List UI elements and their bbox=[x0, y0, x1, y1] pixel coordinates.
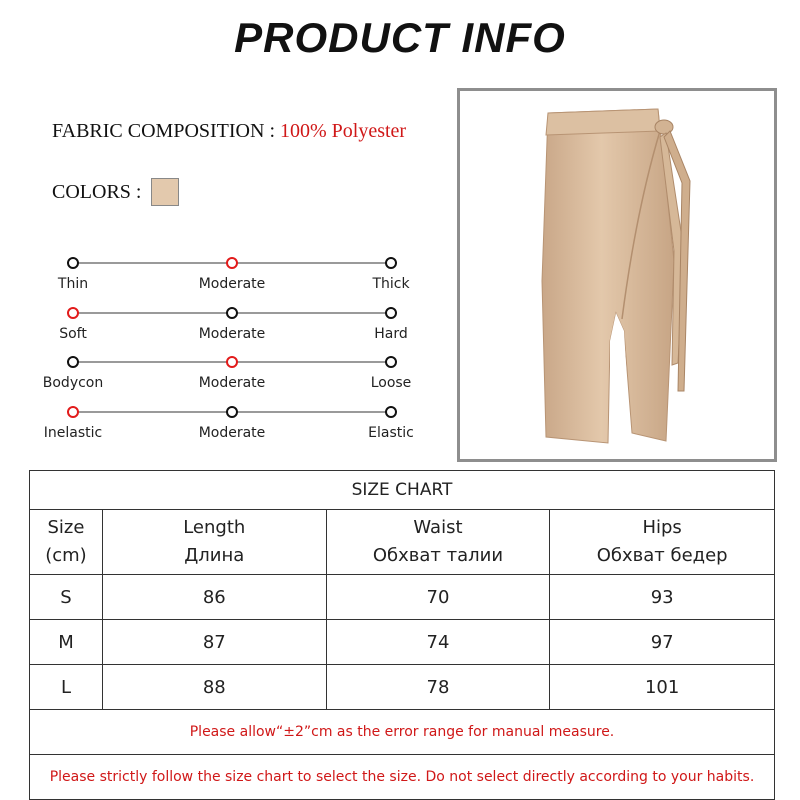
page-title: PRODUCT INFO bbox=[234, 14, 566, 61]
color-swatch[interactable] bbox=[151, 178, 179, 206]
header-line: Длина bbox=[184, 545, 245, 566]
scale-dot bbox=[67, 406, 79, 418]
scale-dot bbox=[385, 257, 397, 269]
table-cell: 87 bbox=[102, 620, 326, 665]
scale-label: Moderate bbox=[198, 425, 266, 441]
table-cell: 74 bbox=[326, 620, 550, 665]
header-waist bbox=[326, 510, 550, 575]
scale-label: Elastic bbox=[368, 425, 414, 441]
header-line: Length bbox=[183, 517, 246, 538]
scale-dot bbox=[226, 307, 238, 319]
table-cell: S bbox=[30, 575, 103, 620]
table-cell: 93 bbox=[550, 575, 775, 620]
size-chart-table bbox=[29, 470, 775, 800]
header-line: (cm) bbox=[45, 545, 87, 566]
size-chart-title: SIZE CHART bbox=[30, 471, 775, 510]
scale-elasticity bbox=[30, 403, 420, 443]
header-length bbox=[102, 510, 326, 575]
table-cell: 78 bbox=[326, 665, 550, 710]
table-row bbox=[30, 620, 775, 665]
scale-dot bbox=[67, 307, 79, 319]
table-row bbox=[30, 575, 775, 620]
scale-label: Thick bbox=[372, 276, 410, 292]
table-cell: 101 bbox=[550, 665, 775, 710]
scale-dot bbox=[67, 257, 79, 269]
header-size bbox=[30, 510, 103, 575]
scale-label: Hard bbox=[374, 326, 408, 342]
scale-dot bbox=[385, 356, 397, 368]
table-cell: M bbox=[30, 620, 103, 665]
fabric-value: 100% Polyester bbox=[280, 120, 407, 142]
scale-dot bbox=[385, 406, 397, 418]
header-line: Size bbox=[47, 517, 85, 538]
scale-dot bbox=[226, 257, 238, 269]
measure-note: Please allow“±2”cm as the error range for manual measure. bbox=[30, 710, 775, 755]
table-cell: 97 bbox=[550, 620, 775, 665]
scale-dot bbox=[67, 356, 79, 368]
header-hips bbox=[550, 510, 775, 575]
scale-thickness bbox=[30, 254, 420, 294]
scale-dot bbox=[385, 307, 397, 319]
scale-label: Soft bbox=[59, 326, 87, 342]
scale-label: Moderate bbox=[198, 326, 266, 342]
scale-fit bbox=[30, 353, 420, 393]
skirt-illustration bbox=[460, 91, 774, 459]
table-row bbox=[30, 665, 775, 710]
fabric-composition bbox=[52, 120, 406, 143]
colors-row bbox=[52, 178, 179, 206]
product-photo bbox=[457, 88, 777, 462]
scale-dot bbox=[226, 356, 238, 368]
scale-label: Moderate bbox=[198, 375, 266, 391]
scale-label: Inelastic bbox=[43, 425, 103, 441]
scale-label: Bodycon bbox=[42, 375, 104, 391]
fabric-label: FABRIC COMPOSITION : bbox=[52, 120, 280, 142]
header-line: Обхват талии bbox=[372, 545, 504, 566]
colors-label: COLORS : bbox=[52, 180, 142, 203]
header-line: Waist bbox=[413, 517, 463, 538]
table-cell: L bbox=[30, 665, 103, 710]
header-line: Hips bbox=[642, 517, 682, 538]
scale-dot bbox=[226, 406, 238, 418]
size-advice-note: Please strictly follow the size chart to select the size. Do not select directly according to your habits. bbox=[30, 755, 775, 800]
scale-label: Loose bbox=[370, 375, 412, 391]
table-cell: 88 bbox=[102, 665, 326, 710]
scale-label: Moderate bbox=[198, 276, 266, 292]
scale-label: Thin bbox=[57, 276, 89, 292]
table-cell: 86 bbox=[102, 575, 326, 620]
scale-softness bbox=[30, 304, 420, 344]
header-line: Обхват бедер bbox=[596, 545, 728, 566]
table-cell: 70 bbox=[326, 575, 550, 620]
